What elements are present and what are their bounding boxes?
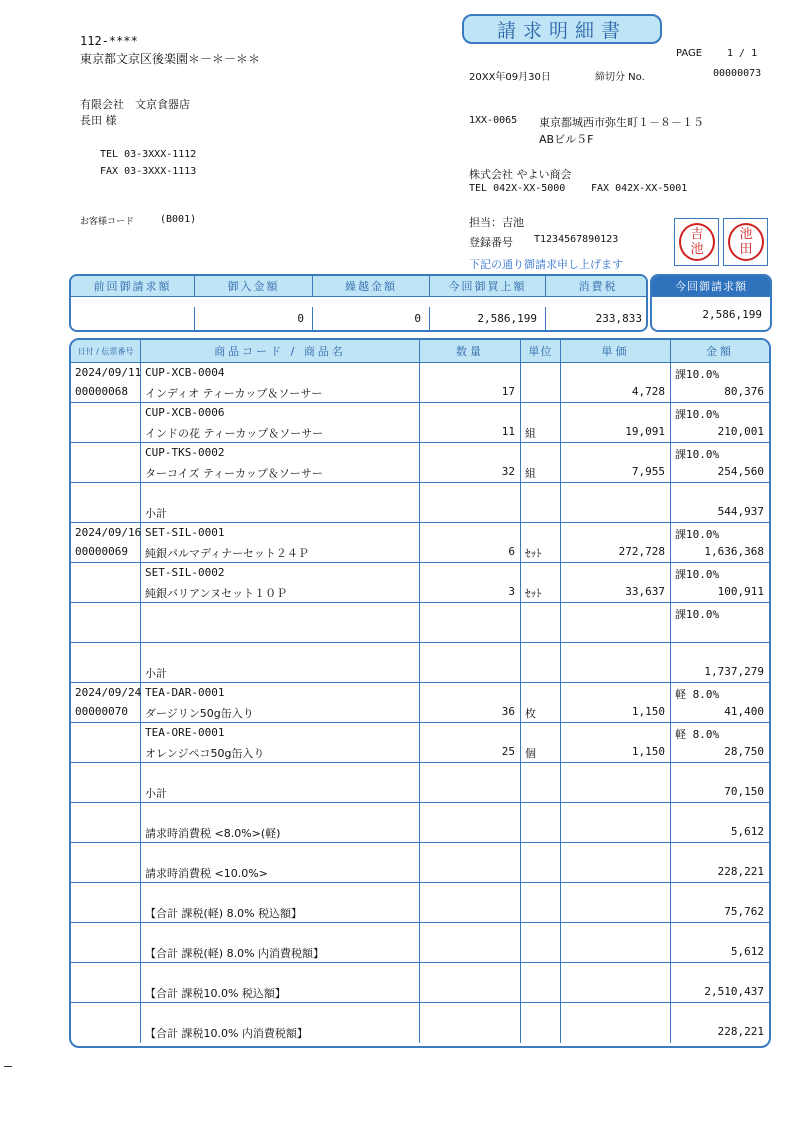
unit-unit: 枚 (525, 707, 536, 720)
qty-qty: 32 (501, 465, 515, 478)
date-cell (71, 603, 141, 642)
qty-qty: 6 (508, 545, 515, 558)
date-d2: 00000068 (75, 385, 128, 398)
registration-label: 登録番号 (469, 236, 513, 249)
amount-cell (671, 443, 769, 482)
date-cell (71, 803, 141, 842)
stamp-yoshiike (679, 223, 715, 261)
summary-header-previous: 前回御請求額 (71, 276, 195, 297)
summary-value-carryover: 0 (313, 307, 430, 330)
price-cell (561, 1003, 671, 1043)
current-billing-box (650, 274, 772, 332)
date-cell (71, 923, 141, 962)
qty-cell (420, 443, 521, 482)
product-p1: TEA-DAR-0001 (145, 686, 225, 699)
stamp-box-2 (723, 218, 768, 266)
date-cell (71, 683, 141, 722)
qty-cell (420, 723, 521, 762)
amount-a2: 544,937 (717, 505, 764, 518)
table-row (71, 803, 769, 843)
unit-unit: ｾｯﾄ (525, 587, 542, 600)
price-cell (561, 803, 671, 842)
amount-a2: 228,221 (717, 865, 764, 878)
product-cell (141, 963, 420, 1002)
stamp-ikeda (728, 223, 764, 261)
price-cell (561, 443, 671, 482)
table-row (71, 963, 769, 1003)
product-cell (141, 683, 420, 722)
stamp-box-1 (674, 218, 719, 266)
amount-a2: 100,911 (717, 585, 764, 598)
qty-cell (420, 483, 521, 522)
product-p1: TEA-ORE-0001 (145, 726, 225, 739)
product-cell (141, 523, 420, 562)
amount-a1: 課10.0% (675, 528, 720, 541)
closing-number: 00000073 (713, 68, 762, 79)
amount-a2: 5,612 (730, 825, 764, 838)
customer-code-label: お客様コード (80, 217, 135, 227)
product-cell (141, 603, 420, 642)
amount-a2: 28,750 (724, 745, 764, 758)
product-p2: 小計 (145, 507, 167, 520)
amount-a2: 2,510,437 (704, 985, 764, 998)
customer-company: 有限会社 文京食器店 (80, 98, 190, 111)
stamp-text-2: 池 田 (739, 227, 753, 257)
qty-cell (420, 883, 521, 922)
closing-label: 締切分 No. (595, 72, 645, 83)
date-cell (71, 483, 141, 522)
table-row (71, 843, 769, 883)
unit-cell (521, 763, 561, 802)
customer-tel: TEL 03-3XXX-1112 (100, 149, 197, 160)
unit-cell (521, 923, 561, 962)
table-row (71, 683, 769, 723)
unit-cell (521, 723, 561, 762)
amount-cell (671, 523, 769, 562)
product-p2: インドの花 ティーカップ＆ソーサー (145, 427, 324, 440)
amount-a2: 254,560 (717, 465, 764, 478)
customer-postal: 112-**** (80, 34, 138, 48)
billing-summary (69, 274, 648, 332)
price-price: 33,637 (625, 585, 665, 598)
amount-cell (671, 683, 769, 722)
unit-cell (521, 643, 561, 682)
unit-cell (521, 1003, 561, 1043)
current-billing-label: 今回御請求額 (652, 276, 770, 297)
unit-cell (521, 683, 561, 722)
issuer-fax: FAX 042X-XX-5001 (591, 183, 688, 194)
amount-cell (671, 643, 769, 682)
date-cell (71, 403, 141, 442)
product-p2: 純銀パルマディナーセット２４Ｐ (145, 547, 309, 560)
date-d1: 2024/09/24 (75, 686, 142, 699)
amount-a1: 課10.0% (675, 608, 720, 621)
header-amount: 金額 (706, 345, 734, 358)
date-cell (71, 1003, 141, 1043)
date-cell (71, 363, 141, 402)
price-cell (561, 483, 671, 522)
table-row (71, 723, 769, 763)
amount-cell (671, 723, 769, 762)
date-cell (71, 723, 141, 762)
product-p2: インディオ ティーカップ＆ソーサー (145, 387, 323, 400)
product-p2: ターコイズ ティーカップ＆ソーサー (145, 467, 323, 480)
product-p1: SET-SIL-0002 (145, 566, 225, 579)
amount-cell (671, 883, 769, 922)
qty-cell (420, 643, 521, 682)
amount-a2: 75,762 (724, 905, 764, 918)
table-body (71, 363, 769, 1043)
product-p2: 【合計 課税(軽) 8.0% 税込額】 (145, 907, 303, 920)
date-cell (71, 523, 141, 562)
date-cell (71, 843, 141, 882)
amount-cell (671, 803, 769, 842)
page-value: 1 / 1 (727, 48, 758, 59)
product-cell (141, 563, 420, 602)
amount-cell (671, 763, 769, 802)
customer-code: (B001) (160, 214, 197, 225)
qty-cell (420, 563, 521, 602)
detail-table (69, 338, 771, 1048)
price-cell (561, 603, 671, 642)
header-price: 単価 (561, 340, 671, 362)
product-p1: CUP-XCB-0006 (145, 406, 225, 419)
unit-unit: ｾｯﾄ (525, 547, 542, 560)
price-price: 1,150 (631, 705, 665, 718)
summary-header-carryover: 繰越金額 (313, 276, 430, 297)
unit-unit: 個 (525, 747, 536, 760)
unit-unit: 組 (525, 467, 536, 480)
amount-cell (671, 483, 769, 522)
summary-header-tax: 消費税 (546, 276, 648, 297)
price-cell (561, 683, 671, 722)
amount-a1: 課10.0% (675, 448, 720, 461)
document-title: 請求明細書 (462, 14, 662, 44)
issue-date: 20XX年09月30日 (469, 72, 551, 83)
table-row (71, 403, 769, 443)
qty-cell (420, 803, 521, 842)
product-p2: 【合計 課税10.0% 内消費税額】 (145, 1027, 308, 1040)
price-price: 1,150 (631, 745, 665, 758)
table-row (71, 603, 769, 643)
customer-person: 長田 様 (80, 114, 117, 127)
product-cell (141, 763, 420, 802)
amount-a2: 1,737,279 (704, 665, 764, 678)
qty-cell (420, 963, 521, 1002)
registration-number: T1234567890123 (534, 234, 619, 245)
amount-a1: 課10.0% (675, 408, 720, 421)
product-p2: 請求時消費税 <10.0%> (145, 867, 268, 880)
price-cell (561, 923, 671, 962)
price-cell (561, 763, 671, 802)
date-d2: 00000070 (75, 705, 128, 718)
summary-header-purchase: 今回御買上額 (430, 276, 546, 297)
amount-a1: 課10.0% (675, 568, 720, 581)
customer-fax: FAX 03-3XXX-1113 (100, 166, 197, 177)
product-p1: CUP-TKS-0002 (145, 446, 225, 459)
summary-value-purchase: 2,586,199 (430, 307, 546, 330)
product-p2: 純銀バリアンヌセット１０Ｐ (145, 587, 288, 600)
qty-cell (420, 363, 521, 402)
price-cell (561, 523, 671, 562)
product-cell (141, 403, 420, 442)
amount-a2: 210,001 (717, 425, 764, 438)
product-cell (141, 883, 420, 922)
table-row (71, 563, 769, 603)
product-cell (141, 803, 420, 842)
unit-cell (521, 603, 561, 642)
amount-a1: 課10.0% (675, 368, 720, 381)
amount-cell (671, 923, 769, 962)
table-row (71, 483, 769, 523)
price-cell (561, 723, 671, 762)
unit-cell (521, 843, 561, 882)
date-cell (71, 443, 141, 482)
qty-cell (420, 603, 521, 642)
summary-header-payment: 御入金額 (195, 276, 313, 297)
amount-cell (671, 843, 769, 882)
table-row (71, 523, 769, 563)
price-cell (561, 883, 671, 922)
product-cell (141, 443, 420, 482)
product-cell (141, 363, 420, 402)
table-row (71, 763, 769, 803)
qty-qty: 25 (501, 745, 515, 758)
unit-unit: 組 (525, 427, 536, 440)
unit-cell (521, 563, 561, 602)
table-row (71, 883, 769, 923)
unit-cell (521, 963, 561, 1002)
product-p2: 小計 (145, 787, 167, 800)
issuer-address1: 東京都城西市弥生町１－８－１５ (539, 116, 704, 129)
product-p2: オレンジペコ50g缶入り (145, 747, 265, 760)
amount-cell (671, 963, 769, 1002)
qty-qty: 11 (501, 425, 515, 438)
amount-cell (671, 603, 769, 642)
product-cell (141, 723, 420, 762)
qty-cell (420, 763, 521, 802)
date-cell (71, 563, 141, 602)
unit-cell (521, 403, 561, 442)
price-price: 272,728 (618, 545, 665, 558)
stamp-text-1: 吉 池 (690, 227, 704, 257)
qty-cell (420, 683, 521, 722)
amount-cell (671, 563, 769, 602)
table-header (71, 340, 769, 363)
date-d2: 00000069 (75, 545, 128, 558)
qty-cell (420, 523, 521, 562)
amount-a2: 5,612 (730, 945, 764, 958)
product-cell (141, 843, 420, 882)
summary-value-tax: 233,833 (595, 312, 642, 325)
amount-a2: 80,376 (724, 385, 764, 398)
amount-cell (671, 403, 769, 442)
product-cell (141, 643, 420, 682)
product-p1: SET-SIL-0001 (145, 526, 225, 539)
unit-cell (521, 803, 561, 842)
date-cell (71, 883, 141, 922)
product-cell (141, 923, 420, 962)
amount-a2: 1,636,368 (704, 545, 764, 558)
issuer-company: 株式会社 やよい商会 (469, 168, 572, 181)
price-price: 19,091 (625, 425, 665, 438)
header-unit: 単位 (521, 340, 561, 362)
amount-a2: 41,400 (724, 705, 764, 718)
product-p1: CUP-XCB-0004 (145, 366, 225, 379)
amount-a1: 軽 8.0% (675, 688, 720, 701)
page-label: PAGE (676, 48, 703, 59)
qty-cell (420, 843, 521, 882)
table-row (71, 1003, 769, 1043)
qty-cell (420, 1003, 521, 1043)
qty-cell (420, 923, 521, 962)
price-price: 4,728 (631, 385, 665, 398)
issuer-tel: TEL 042X-XX-5000 (469, 183, 566, 194)
date-cell (71, 963, 141, 1002)
amount-a1: 軽 8.0% (675, 728, 720, 741)
unit-cell (521, 883, 561, 922)
issuer-address2: ABビル５F (539, 133, 594, 146)
table-row (71, 443, 769, 483)
summary-value-previous (71, 307, 195, 330)
product-p2: 【合計 課税(軽) 8.0% 内消費税額】 (145, 947, 325, 960)
customer-address: 東京都文京区後楽園＊－＊－＊＊ (80, 52, 261, 66)
price-cell (561, 643, 671, 682)
product-p2: 請求時消費税 <8.0%>(軽) (145, 827, 281, 840)
unit-cell (521, 443, 561, 482)
amount-a2: 70,150 (724, 785, 764, 798)
header-product: 商品コード / 商品名 (141, 340, 420, 362)
issuer-postal: 1XX-0065 (469, 115, 518, 126)
price-cell (561, 963, 671, 1002)
date-cell (71, 763, 141, 802)
unit-cell (521, 523, 561, 562)
date-d1: 2024/09/16 (75, 526, 142, 539)
qty-cell (420, 403, 521, 442)
date-d1: 2024/09/11 (75, 366, 142, 379)
price-cell (561, 563, 671, 602)
unit-cell (521, 363, 561, 402)
qty-qty: 3 (508, 585, 515, 598)
amount-cell (671, 363, 769, 402)
header-qty: 数量 (420, 340, 521, 362)
price-cell (561, 843, 671, 882)
billing-note: 下記の通り御請求申し上げます (469, 258, 623, 271)
product-p2: ダージリン50g缶入り (145, 707, 254, 720)
product-p2: 【合計 課税10.0% 税込額】 (145, 987, 286, 1000)
issuer-staff: 担当：吉池 (469, 216, 524, 229)
price-cell (561, 363, 671, 402)
table-row (71, 643, 769, 683)
amount-a2: 228,221 (717, 1025, 764, 1038)
summary-value-payment: 0 (195, 307, 313, 330)
product-cell (141, 1003, 420, 1043)
product-cell (141, 483, 420, 522)
unit-cell (521, 483, 561, 522)
price-cell (561, 403, 671, 442)
product-p2: 小計 (145, 667, 167, 680)
table-row (71, 363, 769, 403)
current-billing-value: 2,586,199 (702, 307, 762, 321)
table-row (71, 923, 769, 963)
qty-qty: 36 (501, 705, 515, 718)
date-cell (71, 643, 141, 682)
amount-cell (671, 1003, 769, 1043)
qty-qty: 17 (501, 385, 515, 398)
margin-mark (4, 1066, 12, 1067)
header-date: 日付 / 伝票番号 (71, 340, 141, 362)
price-price: 7,955 (631, 465, 665, 478)
